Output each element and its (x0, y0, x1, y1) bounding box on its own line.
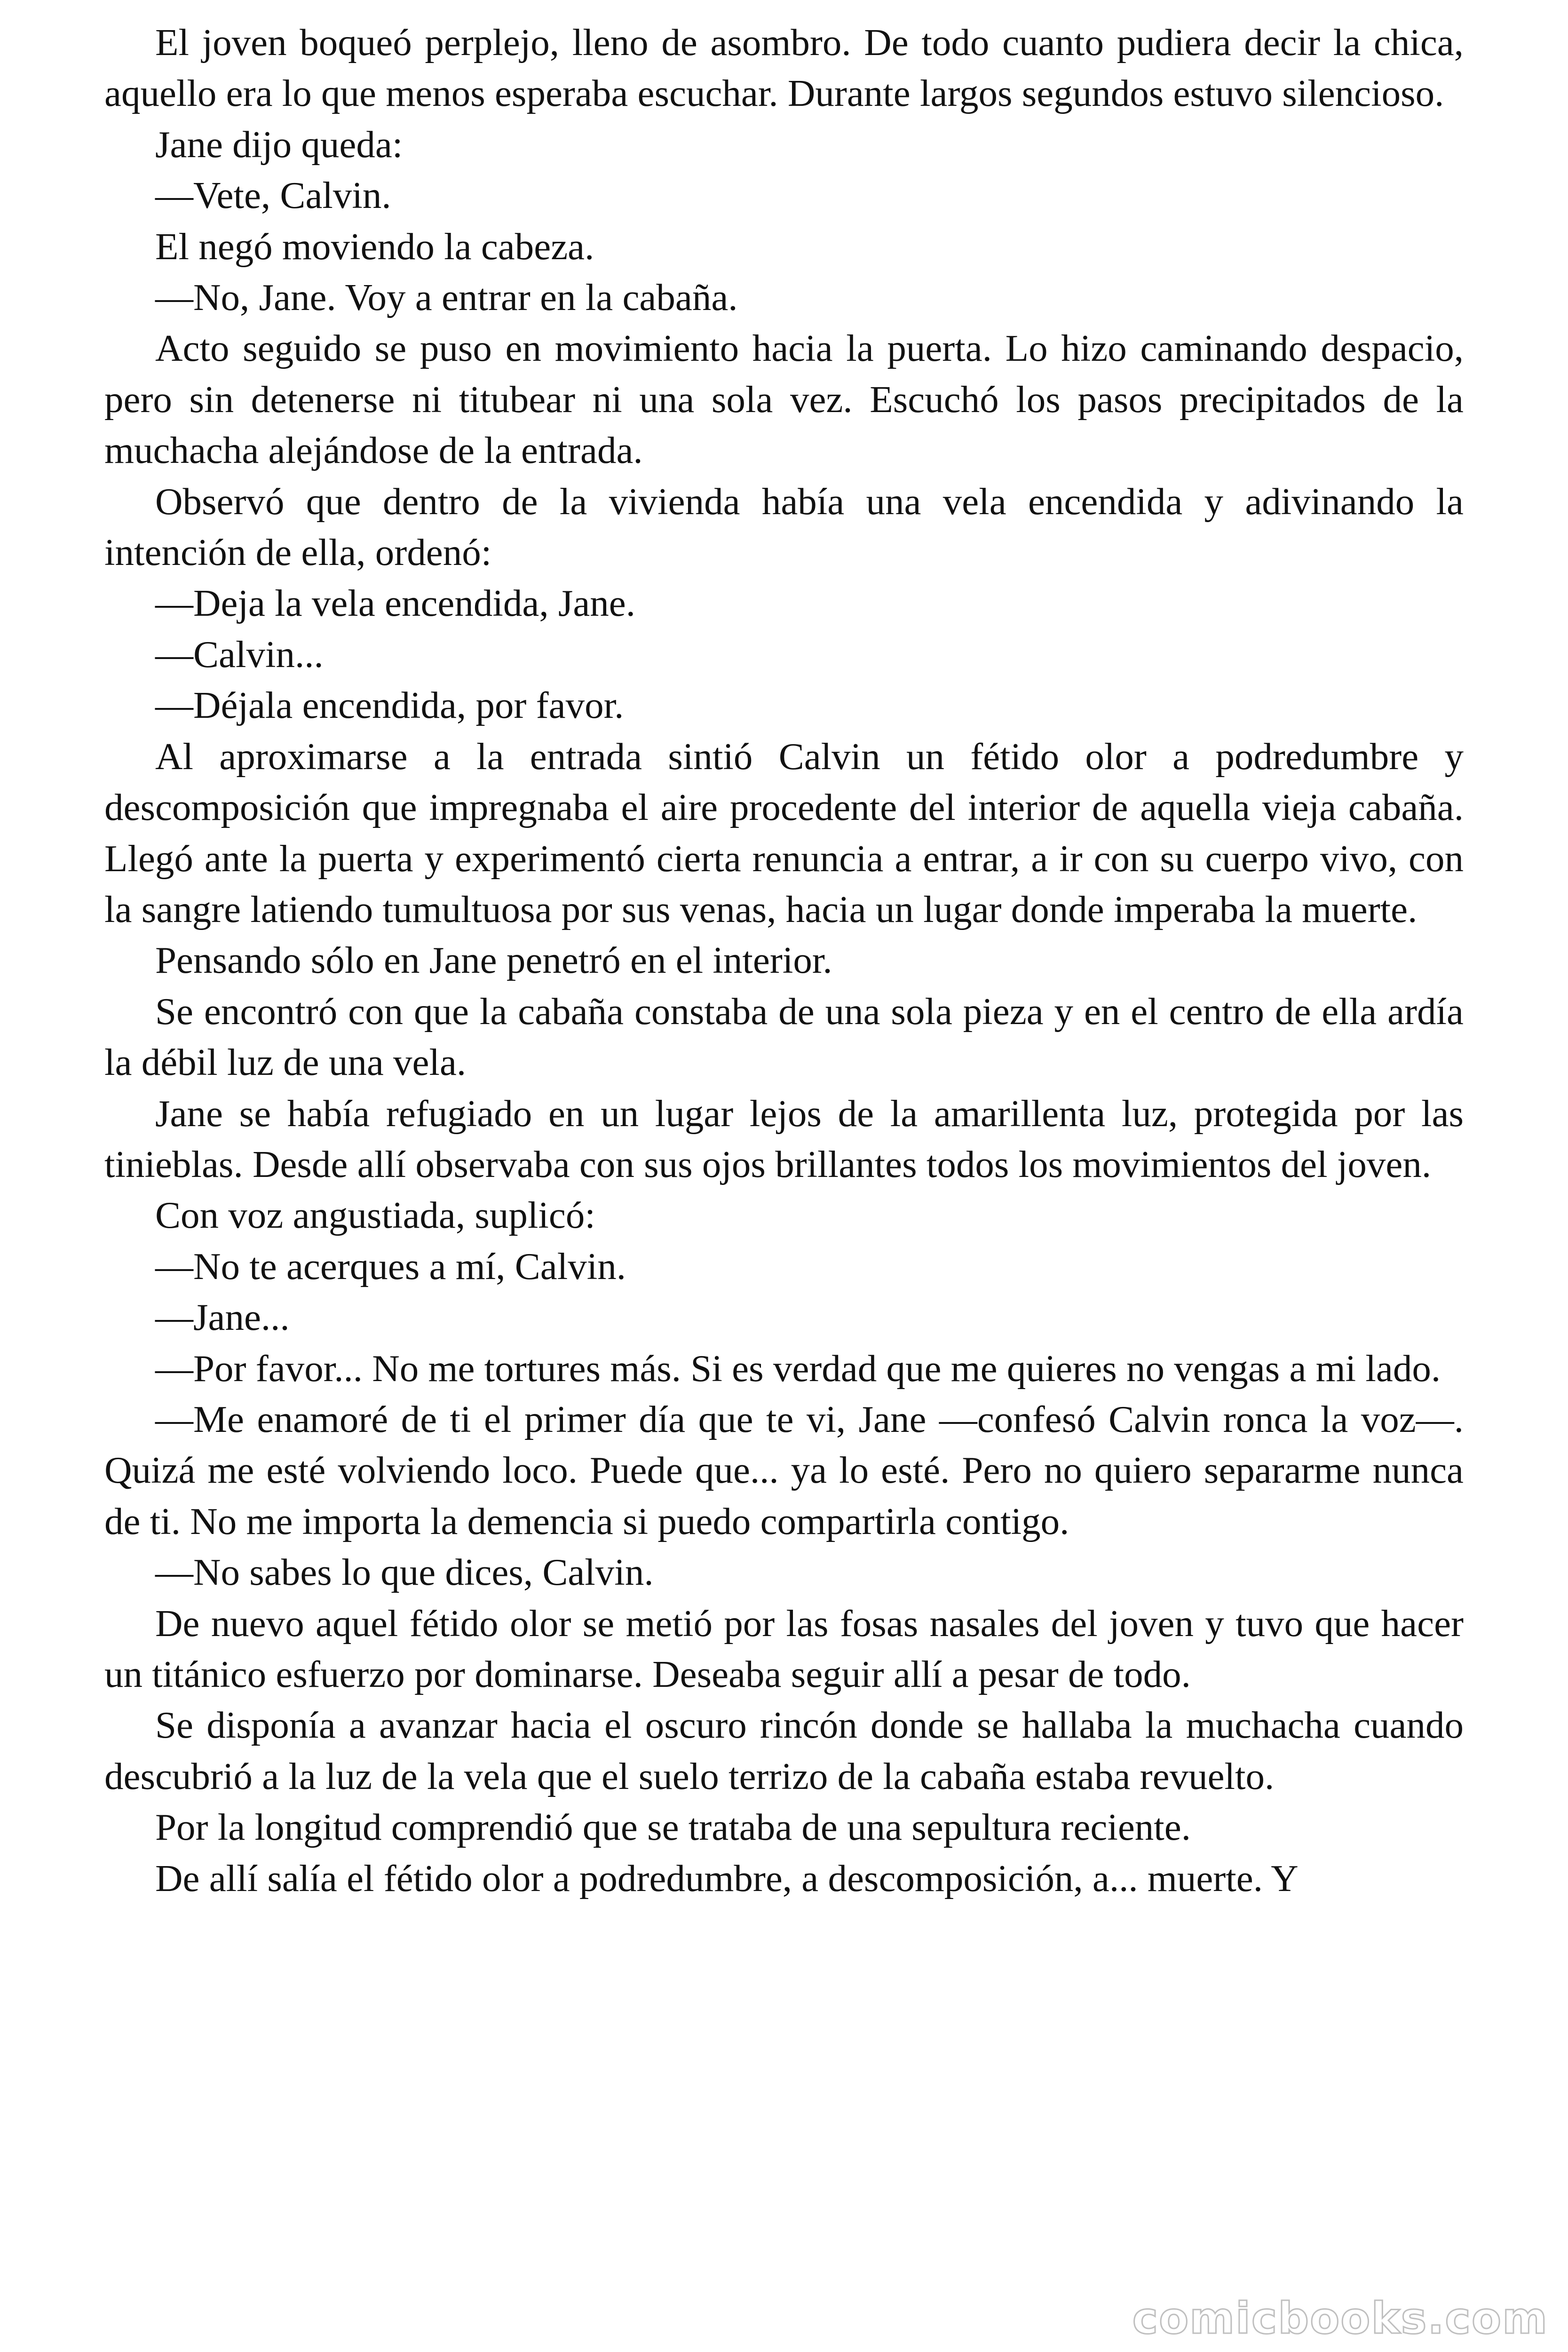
paragraph: —No te acerques a mí, Calvin. (155, 1245, 626, 1287)
paragraph: Al aproximarse a la entrada sintió Calvin un fétido olor a podredumbre y descomposición que impregnaba el aire procedente del interior de aquella vieja cabaña. Llegó ante la puerta y experimentó cierta renuncia a entrar, a ir con su cuerpo vivo, con la sangre latiendo tumultuosa por sus venas, hacia un lugar donde imperaba la muerte. (104, 735, 1464, 930)
body-text (104, 17, 1464, 1904)
paragraph: Observó que dentro de la vivienda había una vela encendida y adivinando la intención de ella, ordenó: (104, 480, 1464, 574)
paragraph: El joven boqueó perplejo, lleno de asombro. De todo cuanto pudiera decir la chica, aquello era lo que menos esperaba escuchar. Durante largos segundos estuvo silencioso. (104, 21, 1464, 115)
watermark: comicbooks.com (1132, 2293, 1548, 2344)
paragraph: Jane se había refugiado en un lugar lejos de la amarillenta luz, protegida por las tinieblas. Desde allí observaba con sus ojos brillantes todos los movimientos del joven. (104, 1092, 1464, 1185)
paragraph: Se encontró con que la cabaña constaba de una sola pieza y en el centro de ella ardía la débil luz de una vela. (104, 990, 1464, 1084)
paragraph: —Jane... (155, 1296, 290, 1339)
paragraph: —Calvin... (155, 633, 324, 675)
paragraph: Con voz angustiada, suplicó: (155, 1194, 595, 1237)
paragraph: El negó moviendo la cabeza. (155, 225, 594, 268)
paragraph: —Me enamoré de ti el primer día que te vi, Jane —confesó Calvin ronca la voz—. Quizá me esté volviendo loco. Puede que... ya lo esté. Pero no quiero separarme nunca de ti. No me importa la demencia si puedo compartirla contigo. (104, 1398, 1464, 1542)
paragraph: Pensando sólo en Jane penetró en el interior. (155, 939, 832, 982)
paragraph: —Por favor... No me tortures más. Si es verdad que me quieres no vengas a mi lado. (155, 1347, 1441, 1390)
paragraph: Acto seguido se puso en movimiento hacia la puerta. Lo hizo caminando despacio, pero sin detenerse ni titubear ni una sola vez. Escuchó los pasos precipitados de la muchacha alejándose de la entrada. (104, 327, 1464, 472)
paragraph: De allí salía el fétido olor a podredumbre, a descomposición, a... muerte. Y (155, 1857, 1299, 1899)
paragraph: —No sabes lo que dices, Calvin. (155, 1551, 654, 1594)
paragraph: Por la longitud comprendió que se trataba de una sepultura reciente. (155, 1806, 1191, 1849)
paragraph: De nuevo aquel fétido olor se metió por las fosas nasales del joven y tuvo que hacer un titánico esfuerzo por dominarse. Deseaba seguir allí a pesar de todo. (104, 1602, 1464, 1695)
paragraph: —Vete, Calvin. (155, 174, 391, 217)
paragraph: Se disponía a avanzar hacia el oscuro rincón donde se hallaba la muchacha cuando descubrió a la luz de la vela que el suelo terrizo de la cabaña estaba revuelto. (104, 1704, 1464, 1797)
paragraph: —Déjala encendida, por favor. (155, 684, 624, 727)
paragraph: Jane dijo queda: (155, 123, 403, 166)
paragraph: —Deja la vela encendida, Jane. (155, 582, 636, 625)
paragraph: —No, Jane. Voy a entrar en la cabaña. (155, 276, 738, 319)
